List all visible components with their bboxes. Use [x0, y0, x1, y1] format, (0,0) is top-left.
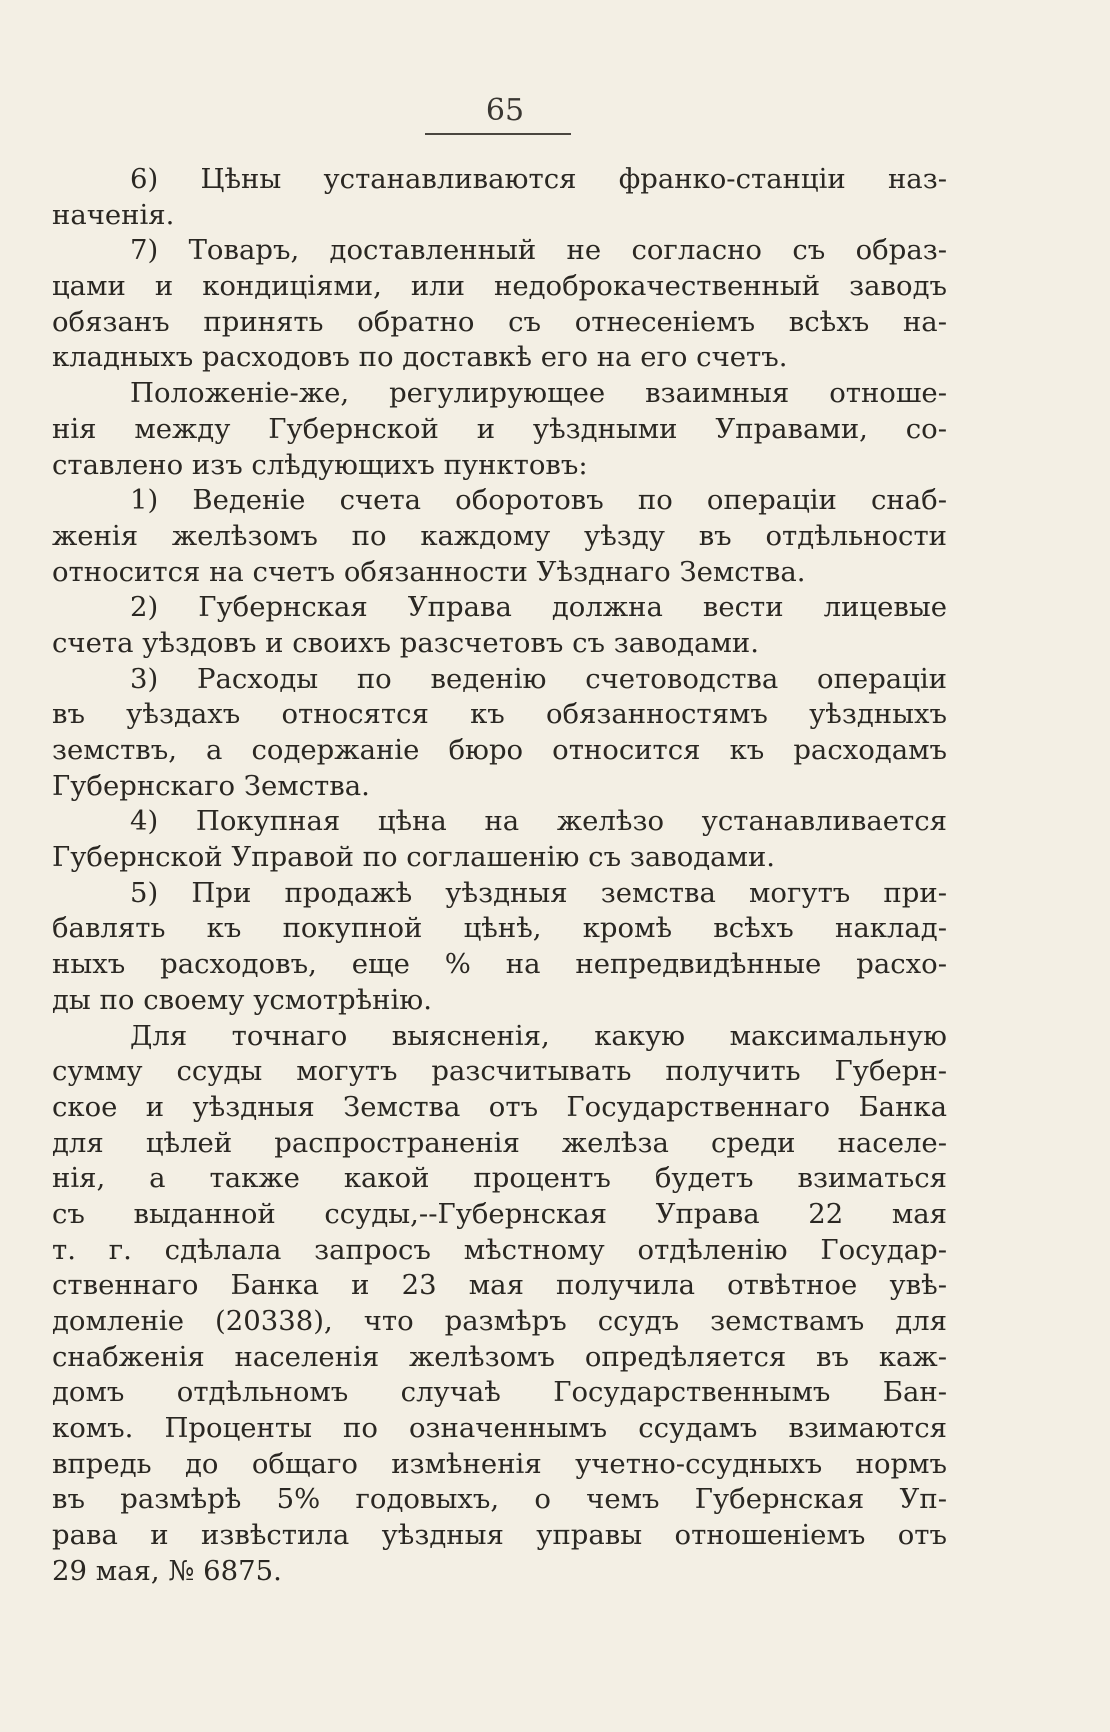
text-line: снабженія населенія желѣзомъ опредѣляется въ каж- [52, 1340, 947, 1373]
text-line: счета уѣздовъ и своихъ разсчетовъ съ заводами. [52, 626, 759, 659]
text-line: въ уѣздахъ относятся къ обязанностямъ уѣздныхъ [52, 698, 947, 731]
text-line: обязанъ принять обратно съ отнесеніемъ всѣхъ на- [52, 305, 947, 338]
text-line: 6) Цѣны устанавливаются франко-станціи наз- [130, 163, 947, 195]
text-line: 3) Расходы по веденію счетоводства операціи [130, 662, 947, 695]
text-line: ды по своему усмотрѣнію. [52, 983, 432, 1016]
text-line: Для точнаго выясненія, какую максимальную [130, 1019, 947, 1052]
text-line: земствъ, а содержаніе бюро относится къ расходамъ [52, 734, 947, 766]
text-line: комъ. Проценты по означеннымъ ссудамъ взимаются [52, 1412, 947, 1445]
text-line: 7) Товаръ, доставленный не согласно съ образ- [130, 234, 947, 267]
text-line: цами и кондиціями, или недоброкачественный заводъ [52, 270, 947, 303]
text-line: бавлять къ покупной цѣнѣ, кромѣ всѣхъ наклад- [52, 912, 947, 945]
text-line: съ выданной ссуды,--Губернская Управа 22 мая [52, 1197, 947, 1230]
text-line: 1) Веденіе счета оборотовъ по операціи снаб- [130, 484, 947, 517]
text-line: для цѣлей распространенія желѣза среди населе- [52, 1126, 947, 1159]
text-line: домленіе (20338), что размѣръ ссудъ земствамъ для [52, 1305, 947, 1337]
text-line: Губернскаго Земства. [52, 769, 370, 802]
text-line: Губернской Управой по соглашенію съ заводами. [52, 841, 776, 874]
body-text [52, 162, 947, 1590]
text-line: 29 мая, № 6875. [52, 1554, 282, 1587]
text-line: сумму ссуды могутъ разсчитывать получить Губерн- [52, 1055, 947, 1088]
text-line: 4) Покупная цѣна на желѣзо устанавливается [130, 805, 947, 838]
text-line: наченія. [52, 198, 175, 231]
text-line: женія желѣзомъ по каждому уѣзду въ отдѣльности [52, 519, 947, 552]
text-line: относится на счетъ обязанности Уѣзднаго Земства. [52, 555, 806, 588]
text-line: ское и уѣздныя Земства отъ Государственнаго Банка [52, 1090, 947, 1123]
text-line: домъ отдѣльномъ случаѣ Государственнымъ Бан- [52, 1376, 947, 1409]
page-number-rule [425, 133, 571, 135]
text-line: ственнаго Банка и 23 мая получила отвѣтное увѣ- [52, 1269, 947, 1302]
text-line: ставлено изъ слѣдующихъ пунктовъ: [52, 448, 588, 481]
text-line: ныхъ расходовъ, еще % на непредвидѣнные расхо- [52, 948, 947, 981]
text-line: въ размѣрѣ 5% годовыхъ, о чемъ Губернская Уп- [52, 1483, 947, 1516]
text-line: 5) При продажѣ уѣздныя земства могутъ при- [130, 876, 947, 909]
text-line: нія между Губернской и уѣздными Управами, со- [52, 412, 947, 445]
text-line: нія, а также какой процентъ будетъ взиматься [52, 1162, 947, 1195]
text-line: 2) Губернская Управа должна вести лицевые [130, 591, 947, 624]
text-line: Положеніе-же, регулирующее взаимныя отноше- [130, 377, 947, 410]
text-line: впредь до общаго измѣненія учетно-ссудныхъ нормъ [52, 1447, 947, 1480]
text-line: рава и извѣстила уѣздныя управы отношеніемъ отъ [52, 1519, 947, 1552]
text-line: кладныхъ расходовъ по доставкѣ его на его счетъ. [52, 341, 788, 374]
page-number: 65 [485, 93, 525, 128]
text-line: т. г. сдѣлала запросъ мѣстному отдѣленію Государ- [52, 1233, 947, 1266]
